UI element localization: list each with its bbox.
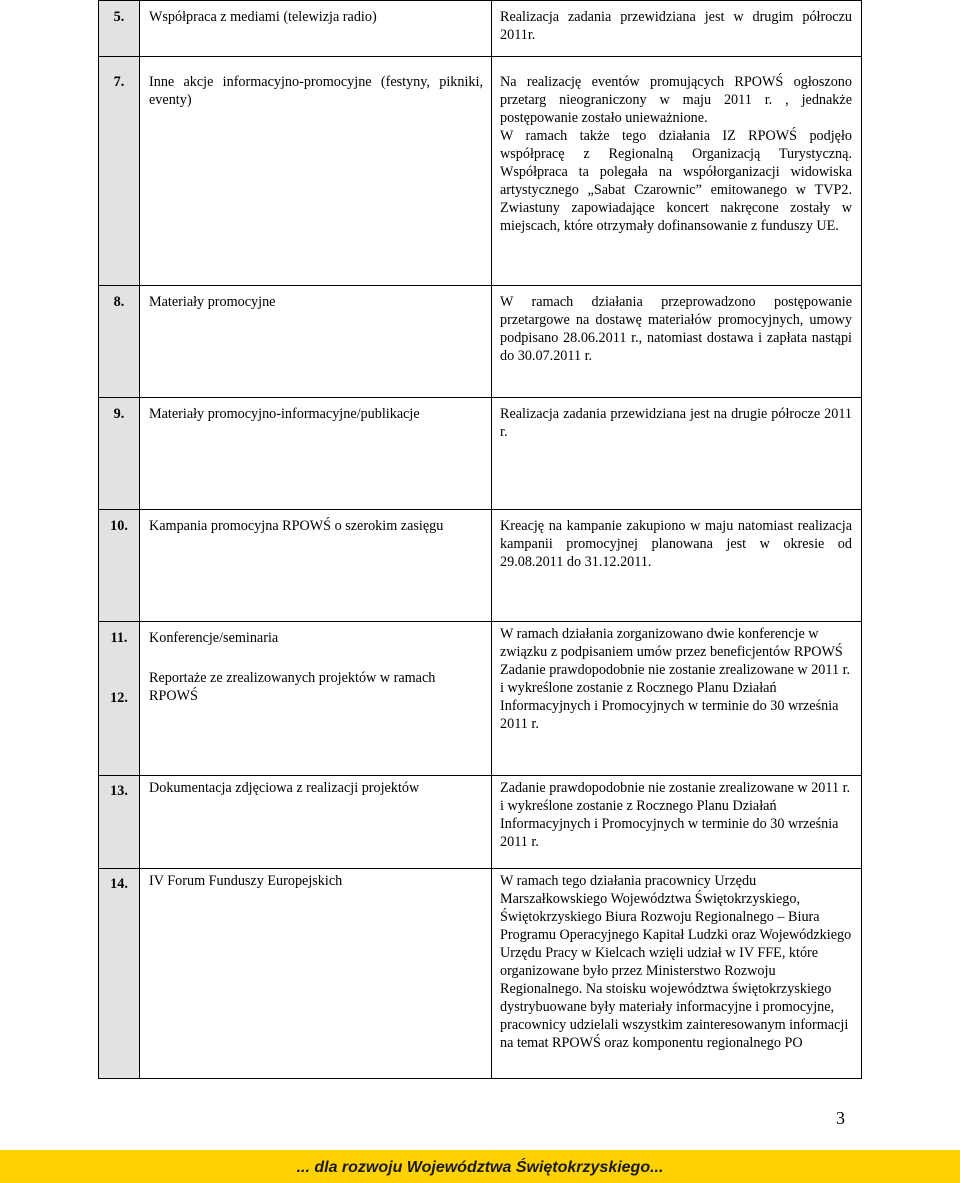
row-number: 5. bbox=[99, 1, 140, 57]
row-number bbox=[99, 622, 140, 776]
row-title: Dokumentacja zdjęciowa z realizacji projektów bbox=[140, 776, 492, 869]
table-row bbox=[99, 776, 862, 869]
row-title: Inne akcje informacyjno-promocyjne (festyny, pikniki, eventy) bbox=[140, 57, 492, 286]
row-title bbox=[140, 622, 492, 776]
row-description-11: W ramach działania zorganizowano dwie konferencje w związku z podpisaniem umów przez beneficjentów RPOWŚ bbox=[500, 626, 843, 660]
row-number: 10. bbox=[99, 510, 140, 622]
row-description-12: Zadanie prawdopodobnie nie zostanie zrealizowane w 2011 r. i wykreślone zostanie z Rocznego Planu Działań Informacyjnych i Promocyjnych w terminie do 30 września 2011 r. bbox=[500, 662, 851, 732]
row-title-11: Konferencje/seminaria bbox=[149, 630, 279, 646]
table-row bbox=[99, 398, 862, 510]
table-row bbox=[99, 286, 862, 398]
row-number-11: 11. bbox=[110, 630, 128, 646]
row-description: W ramach tego działania pracownicy Urzędu Marszałkowskiego Województwa Świętokrzyskiego, Świętokrzyskiego Biura Rozwoju Regionalnego – Biura Programu Operacyjnego Kapitał Ludzki oraz Wojewódzkiego Urzędu Pracy w Kielcach wzięli udział w IV FFE, które organizowane było przez Ministerstwo Rozwoju Regionalnego. Na stoisku województwa świętokrzyskiego dystrybuowane były materiały informacyjne i promocyjne, pracownicy udzielali wszystkim zainteresowanym informacji na temat RPOWŚ oraz komponentu regionalnego PO bbox=[492, 869, 862, 1079]
table-row bbox=[99, 1, 862, 57]
table-row bbox=[99, 57, 862, 286]
table-row bbox=[99, 869, 862, 1079]
row-description bbox=[492, 622, 862, 776]
row-number: 8. bbox=[99, 286, 140, 398]
row-number: 13. bbox=[99, 776, 140, 869]
row-title: Materiały promocyjne bbox=[140, 286, 492, 398]
row-number-12: 12. bbox=[110, 690, 128, 706]
row-title: Kampania promocyjna RPOWŚ o szerokim zasięgu bbox=[140, 510, 492, 622]
row-description: Kreację na kampanie zakupiono w maju natomiast realizacja kampanii promocyjnej planowana jest w okresie od 29.08.2011 do 31.12.2011. bbox=[492, 510, 862, 622]
row-title: Współpraca z mediami (telewizja radio) bbox=[140, 1, 492, 57]
table-row bbox=[99, 510, 862, 622]
row-description: Zadanie prawdopodobnie nie zostanie zrealizowane w 2011 r. i wykreślone zostanie z Rocznego Planu Działań Informacyjnych i Promocyjnych w terminie do 30 września 2011 r. bbox=[492, 776, 862, 869]
activities-table bbox=[98, 0, 862, 1079]
footer-slogan: ... dla rozwoju Województwa Świętokrzyskiego... bbox=[296, 1159, 664, 1176]
page-number: 3 bbox=[836, 1108, 845, 1128]
row-description: W ramach działania przeprowadzono postępowanie przetargowe na dostawę materiałów promocyjnych, umowy podpisano 28.06.2011 r., natomiast dostawa i zapłata nastąpi do 30.07.2011 r. bbox=[492, 286, 862, 398]
row-description: Realizacja zadania przewidziana jest w drugim półroczu 2011r. bbox=[492, 1, 862, 57]
row-number: 14. bbox=[99, 869, 140, 1079]
row-description: Realizacja zadania przewidziana jest na drugie półrocze 2011 r. bbox=[492, 398, 862, 510]
row-title: Materiały promocyjno-informacyjne/publikacje bbox=[140, 398, 492, 510]
table-row bbox=[99, 622, 862, 776]
row-title: IV Forum Funduszy Europejskich bbox=[140, 869, 492, 1079]
row-title-12: Reportaże ze zrealizowanych projektów w ramach RPOWŚ bbox=[149, 670, 436, 704]
row-number: 7. bbox=[99, 57, 140, 286]
row-description: Na realizację eventów promujących RPOWŚ ogłoszono przetarg nieograniczony w maju 2011 r. , jednakże postępowanie zostało unieważnione. W ramach także tego działania IZ RPOWŚ podjęło współpracę z Regionalną Organizacją Turystyczną. Współpraca ta polegała na współorganizacji widowiska artystycznego „Sabat Czarownic” emitowanego w TVP2. Zwiastuny zapowiadające koncert nakręcone zostały w miejscach, które otrzymały dofinansowanie z funduszy UE. bbox=[492, 57, 862, 286]
row-number: 9. bbox=[99, 398, 140, 510]
